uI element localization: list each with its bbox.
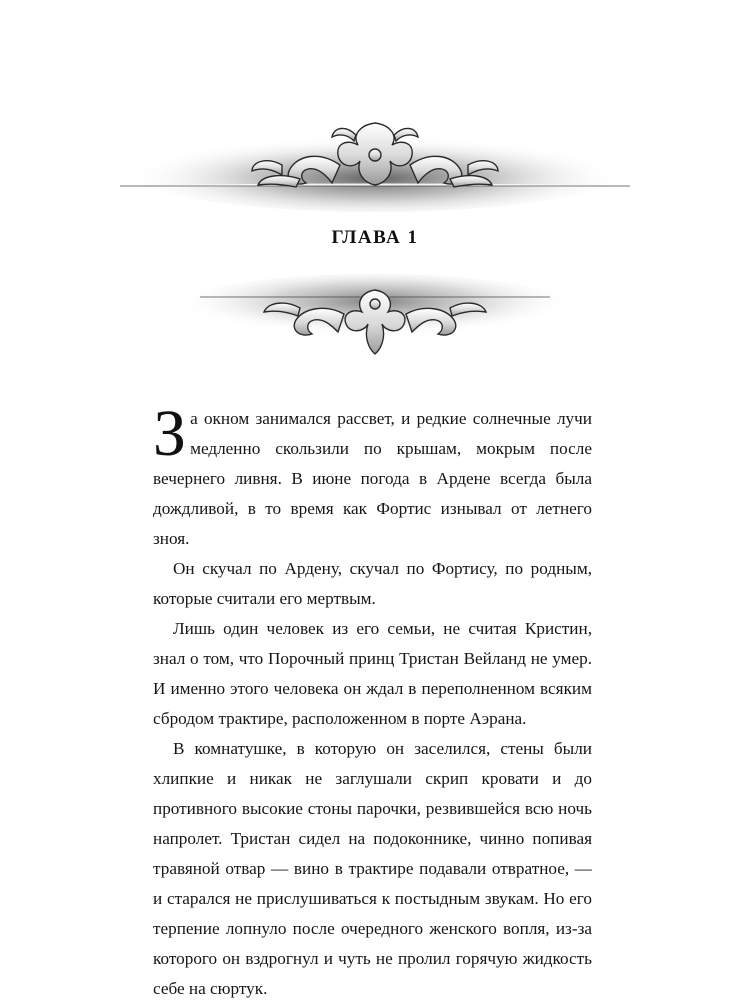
chapter-title: ГЛАВА 1: [331, 227, 419, 248]
paragraph: Лишь один человек из его семьи, не считая Кристин, знал о том, что Порочный принц Тристан Вейланд не умер. И именно этого человека он ждал в переполненном всяким сбродом трактире, расположенном в порте Аэрана.: [153, 619, 592, 728]
drop-cap: З: [153, 397, 187, 470]
paragraph: В комнатушке, в которую он заселился, стены были хлипкие и никак не заглушали скрип кровати и до противного высокие стоны парочки, резвившейся всю ночь напролет. Тристан сидел на подоконнике, чинно попивая травяной отвар — вино в трактире подавали отвратное, — и старался не прислушиваться к постыдным звукам. Но его терпение лопнуло после очередного женского вопля, из-за которого он вздрогнул и чуть не пролил горячую жидкость себе на сюртук.: [153, 739, 592, 998]
paragraph: Он скучал по Ардену, скучал по Фортису, по родным, которые считали его мертвым.: [153, 559, 592, 608]
paragraph: [153, 397, 592, 554]
top-ornament: [0, 95, 750, 220]
chapter-text: [153, 397, 592, 1004]
paragraph-text: а окном занимался рассвет, и редкие солнечные лучи медленно скользили по крышам, мокрым после вечернего ливня. В июне погода в Ардене всегда была дождливой, в то время как Фортис изнывал от летнего зноя.: [153, 409, 592, 548]
bottom-ornament: [0, 268, 750, 368]
